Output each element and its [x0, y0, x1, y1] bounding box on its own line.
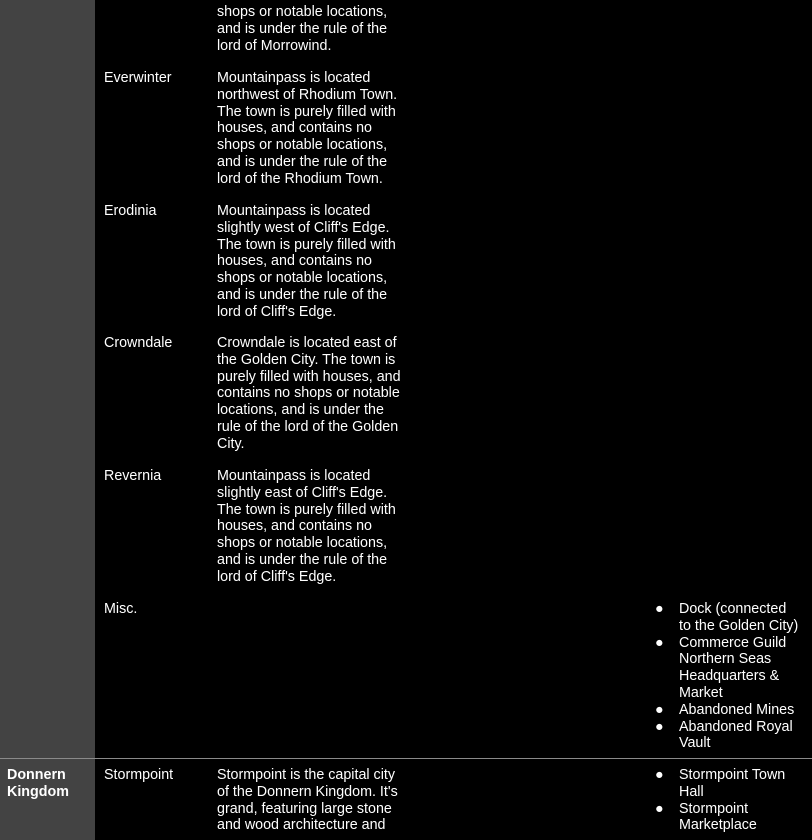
list-item [0, 635, 798, 702]
description-line: of the Donnern Kingdom. It's [217, 783, 398, 800]
description-line: shops or notable locations, [217, 270, 388, 287]
list-item-line: Northern Seas [679, 651, 772, 668]
description-line: slightly east of Cliff's Edge. [217, 484, 388, 501]
description-line: Mountainpass is located [217, 468, 371, 484]
list-item-line: Abandoned Mines [679, 701, 795, 718]
bullet-icon: ● [655, 718, 664, 735]
description-line: lord of Cliff's Edge. [217, 303, 337, 320]
description-line: The town is purely filled with [217, 501, 396, 518]
town-name: Revernia [104, 468, 162, 484]
bullet-icon: ● [655, 601, 664, 617]
region-name-line: Donnern [7, 767, 66, 783]
list-item [0, 719, 798, 753]
list-item-line: Commerce Guild [679, 634, 787, 651]
list-item-line: Abandoned Royal [679, 718, 793, 735]
description-line: and is under the rule of the [217, 286, 388, 303]
description-line: the Golden City. The town is [217, 351, 396, 368]
description-line: northwest of Rhodium Town. [217, 86, 398, 103]
description-line: shops or notable locations, [217, 535, 388, 552]
description-line: contains no shops or notable [217, 385, 400, 402]
row-description [217, 335, 401, 453]
list-item-line: Vault [679, 735, 711, 752]
description-line: City. [217, 435, 245, 452]
description-line: houses, and contains no [217, 253, 372, 270]
bullet-icon: ● [655, 800, 664, 817]
list-item [0, 702, 798, 719]
row-description [217, 4, 387, 54]
list-item-line: Hall [679, 783, 704, 800]
description-line: shops or notable locations, [217, 137, 388, 154]
description-line: grand, featuring large stone [217, 800, 392, 817]
town-name: Everwinter [104, 70, 172, 86]
list-item [0, 801, 785, 835]
locations-list [0, 767, 785, 834]
region-name-line: Kingdom [7, 783, 69, 800]
description-line: locations, and is under the [217, 402, 384, 419]
list-item-line: Stormpoint [679, 800, 749, 817]
description-line: Stormpoint is the capital city [217, 767, 395, 783]
description-line: houses, and contains no [217, 518, 372, 535]
list-item-line: Marketplace [679, 817, 757, 834]
description-line: lord of Morrowind. [217, 37, 332, 54]
bullet-icon: ● [655, 701, 664, 718]
list-item-line: Market [679, 684, 723, 701]
description-line: shops or notable locations, [217, 4, 388, 20]
list-item-line: to the Golden City) [679, 617, 799, 634]
description-line: and is under the rule of the [217, 20, 388, 37]
description-line: Crowndale is located east of [217, 335, 397, 351]
description-line: The town is purely filled with [217, 236, 396, 253]
bullet-icon: ● [655, 634, 664, 651]
description-line: lord of the Rhodium Town. [217, 170, 383, 187]
town-name: Stormpoint [104, 767, 174, 783]
locations-list [0, 601, 798, 752]
description-line: purely filled with houses, and [217, 368, 401, 385]
town-name: Misc. [104, 601, 138, 617]
description-line: and is under the rule of the [217, 153, 388, 170]
description-line: rule of the lord of the Golden [217, 418, 399, 435]
list-item-line: Dock (connected [679, 601, 787, 617]
description-line: and wood architecture and [217, 817, 386, 834]
row-divider [0, 758, 812, 759]
row-description [217, 70, 397, 188]
list-item [0, 767, 785, 801]
list-item-line: Headquarters & [679, 668, 780, 685]
description-line: houses, and contains no [217, 120, 372, 137]
row-description [217, 468, 396, 586]
description-line: and is under the rule of the [217, 551, 388, 568]
bullet-icon: ● [655, 767, 664, 783]
list-item-line: Stormpoint Town [679, 767, 786, 783]
description-line: Mountainpass is located [217, 70, 371, 86]
town-name: Crowndale [104, 335, 173, 351]
list-item [0, 601, 798, 635]
description-line: Mountainpass is located [217, 203, 371, 219]
description-line: lord of Cliff's Edge. [217, 568, 337, 585]
town-name: Erodinia [104, 203, 157, 219]
description-line: The town is purely filled with [217, 103, 396, 120]
description-line: slightly west of Cliff's Edge. [217, 219, 390, 236]
row-description [217, 203, 396, 321]
